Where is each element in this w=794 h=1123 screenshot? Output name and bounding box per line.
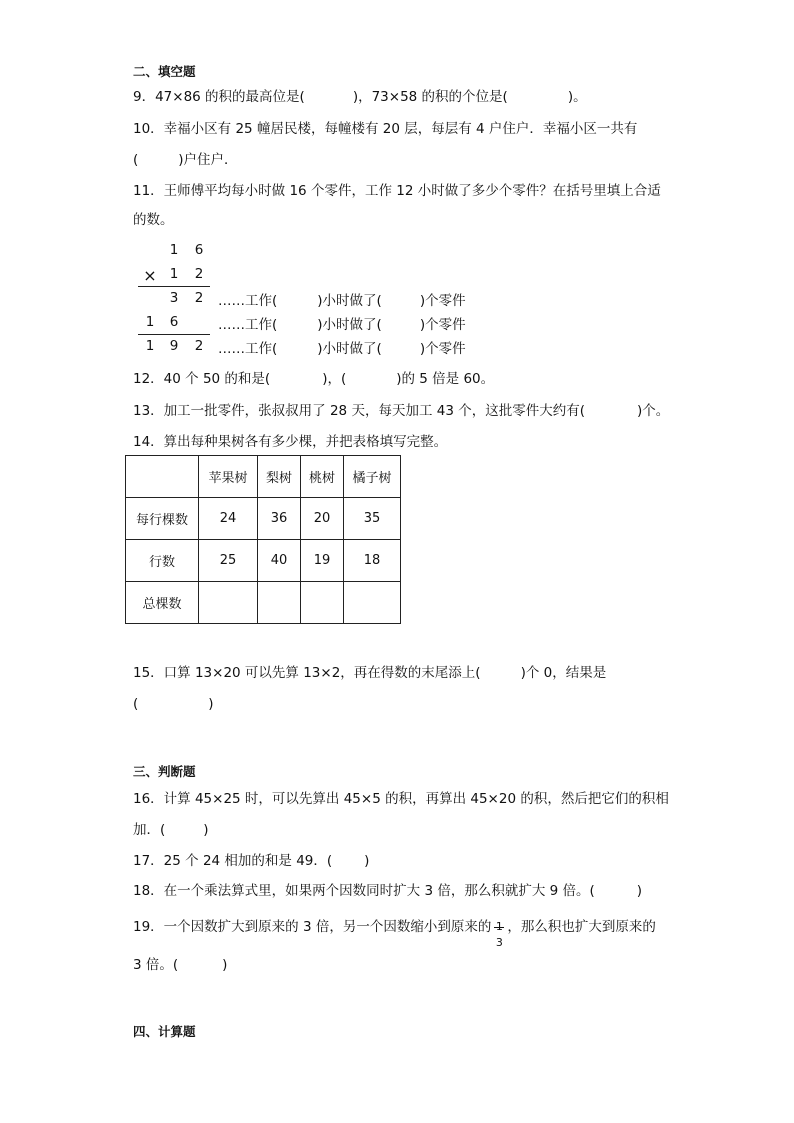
table-cell: 24 — [199, 498, 258, 540]
table-cell: 35 — [344, 498, 401, 540]
calc-row4-d2: 6 — [169, 314, 179, 330]
q15-b: )个 0，结果是 — [520, 665, 607, 681]
table-cell: 25 — [199, 540, 258, 582]
note2-a: ……工作( — [218, 317, 278, 333]
q19-b: ，那么积也扩大到原来的 — [507, 919, 656, 935]
q19-a: 19．一个因数扩大到原来的 3 倍，另一个因数缩小到原来的 — [133, 919, 492, 935]
table-row-label: 每行棵数 — [126, 498, 199, 540]
question-19-line1 — [133, 912, 656, 949]
fraction-denominator: 3 — [495, 936, 503, 949]
table-cell: 36 — [258, 498, 301, 540]
q12-c: )的 5 倍是 60。 — [396, 371, 495, 387]
calc-row2-d2: 2 — [194, 266, 204, 282]
q19-d: ) — [222, 957, 228, 973]
q19-c: 3 倍。( — [133, 957, 179, 973]
question-16-line1: 16．计算 45×25 时，可以先算出 45×5 的积，再算出 45×20 的积，然后把它们的积相 — [133, 791, 669, 807]
calc-row3-d1: 3 — [169, 290, 179, 306]
q9-text-a: 9． — [133, 89, 156, 105]
question-16-line2 — [133, 821, 209, 839]
table-row-label: 行数 — [126, 540, 199, 582]
q10-text-end: )户住户． — [178, 152, 238, 168]
q16-a: 加．( — [133, 822, 166, 838]
q18-a: 18．在一个乘法算式里，如果两个因数同时扩大 3 倍，那么积就扩大 9 倍。( — [133, 883, 595, 899]
table-row — [126, 540, 401, 582]
table-row — [126, 582, 401, 624]
q9-text-c: )，73×58 的积的个位是( — [352, 89, 508, 105]
table-cell: 20 — [301, 498, 344, 540]
q15-a: 15．口算 13×20 可以先算 13×2，再在得数的末尾添上( — [133, 665, 481, 681]
calc-row1-d2: 6 — [194, 242, 204, 258]
question-13 — [133, 402, 669, 420]
q13-a: 13．加工一批零件，张叔叔用了 28 天，每天加工 43 个，这批零件大约有( — [133, 403, 585, 419]
table-cell: 19 — [301, 540, 344, 582]
question-9 — [133, 88, 587, 106]
times-sign: × — [143, 266, 157, 285]
calc-row4-d1: 1 — [145, 314, 155, 330]
fraction-numerator: 1 — [495, 920, 503, 933]
calc-row5-d2: 9 — [169, 338, 179, 354]
calc-note-1 — [218, 289, 466, 309]
table-blank-cell[interactable] — [258, 582, 301, 624]
note2-b: )小时做了( — [317, 317, 382, 333]
question-10-line1: 10．幸福小区有 25 幢居民楼，每幢楼有 20 层，每层有 4 户住户．幸福小区一共有 — [133, 121, 638, 137]
q12-b: )，( — [322, 371, 347, 387]
note2-c: )个零件 — [419, 317, 466, 333]
calc-note-3 — [218, 337, 466, 357]
table-blank-cell[interactable] — [344, 582, 401, 624]
note3-b: )小时做了( — [317, 341, 382, 357]
q16-b: ) — [203, 822, 209, 838]
note1-a: ……工作( — [218, 293, 278, 309]
calc-row3-d2: 2 — [194, 290, 204, 306]
calc-row5-d1: 1 — [145, 338, 155, 354]
note1-c: )个零件 — [419, 293, 466, 309]
q13-b: )个。 — [636, 403, 670, 419]
q17-b: ) — [364, 853, 370, 869]
calc-rule-2 — [138, 334, 210, 335]
table-blank-cell[interactable] — [301, 582, 344, 624]
calc-note-2 — [218, 313, 466, 333]
table-header-cell: 桃树 — [301, 456, 344, 498]
question-10-line2 — [133, 151, 238, 169]
fruit-tree-table — [125, 455, 401, 624]
question-12 — [133, 370, 494, 388]
table-blank-cell[interactable] — [199, 582, 258, 624]
q15-close-paren: ) — [208, 696, 214, 712]
calc-row5-d3: 2 — [194, 338, 204, 354]
q15-open-paren: ( — [133, 696, 139, 712]
table-header-cell: 梨树 — [258, 456, 301, 498]
note3-c: )个零件 — [419, 341, 466, 357]
calc-row2-d1: 1 — [169, 266, 179, 282]
q17-a: 17．25 个 24 相加的和是 49．( — [133, 853, 333, 869]
question-17 — [133, 852, 369, 870]
calc-row1-d1: 1 — [169, 242, 179, 258]
table-header-cell: 苹果树 — [199, 456, 258, 498]
table-cell: 18 — [344, 540, 401, 582]
table-header-cell: 橘子树 — [344, 456, 401, 498]
question-15-line2 — [133, 695, 214, 713]
table-header-row — [126, 456, 401, 498]
question-11-line2: 的数。 — [133, 212, 174, 228]
q18-b: ) — [636, 883, 643, 899]
question-11-line1: 11．王师傅平均每小时做 16 个零件，工作 12 小时做了多少个零件？在括号里填上合适 — [133, 183, 661, 199]
section-heading-fill-blank: 二、填空题 — [133, 64, 196, 79]
question-15-line1 — [133, 664, 606, 682]
q9-text-b: 47×86 的积的最高位是( — [155, 89, 305, 105]
question-18 — [133, 882, 642, 900]
question-14-title: 14．算出每种果树各有多少棵，并把表格填写完整。 — [133, 434, 448, 450]
q9-text-d: )。 — [567, 89, 587, 105]
note1-b: )小时做了( — [317, 293, 382, 309]
table-header-cell — [126, 456, 199, 498]
q12-a: 12．40 个 50 的和是( — [133, 371, 271, 387]
fraction-one-third — [493, 912, 505, 949]
section-heading-judgement: 三、判断题 — [133, 764, 196, 779]
note3-a: ……工作( — [218, 341, 278, 357]
table-row — [126, 498, 401, 540]
calc-rule-1 — [138, 286, 210, 287]
table-row-label: 总棵数 — [126, 582, 199, 624]
table-cell: 40 — [258, 540, 301, 582]
section-heading-calculation: 四、计算题 — [133, 1024, 196, 1039]
question-19-line2 — [133, 956, 227, 974]
q10-open-paren: ( — [133, 152, 139, 168]
